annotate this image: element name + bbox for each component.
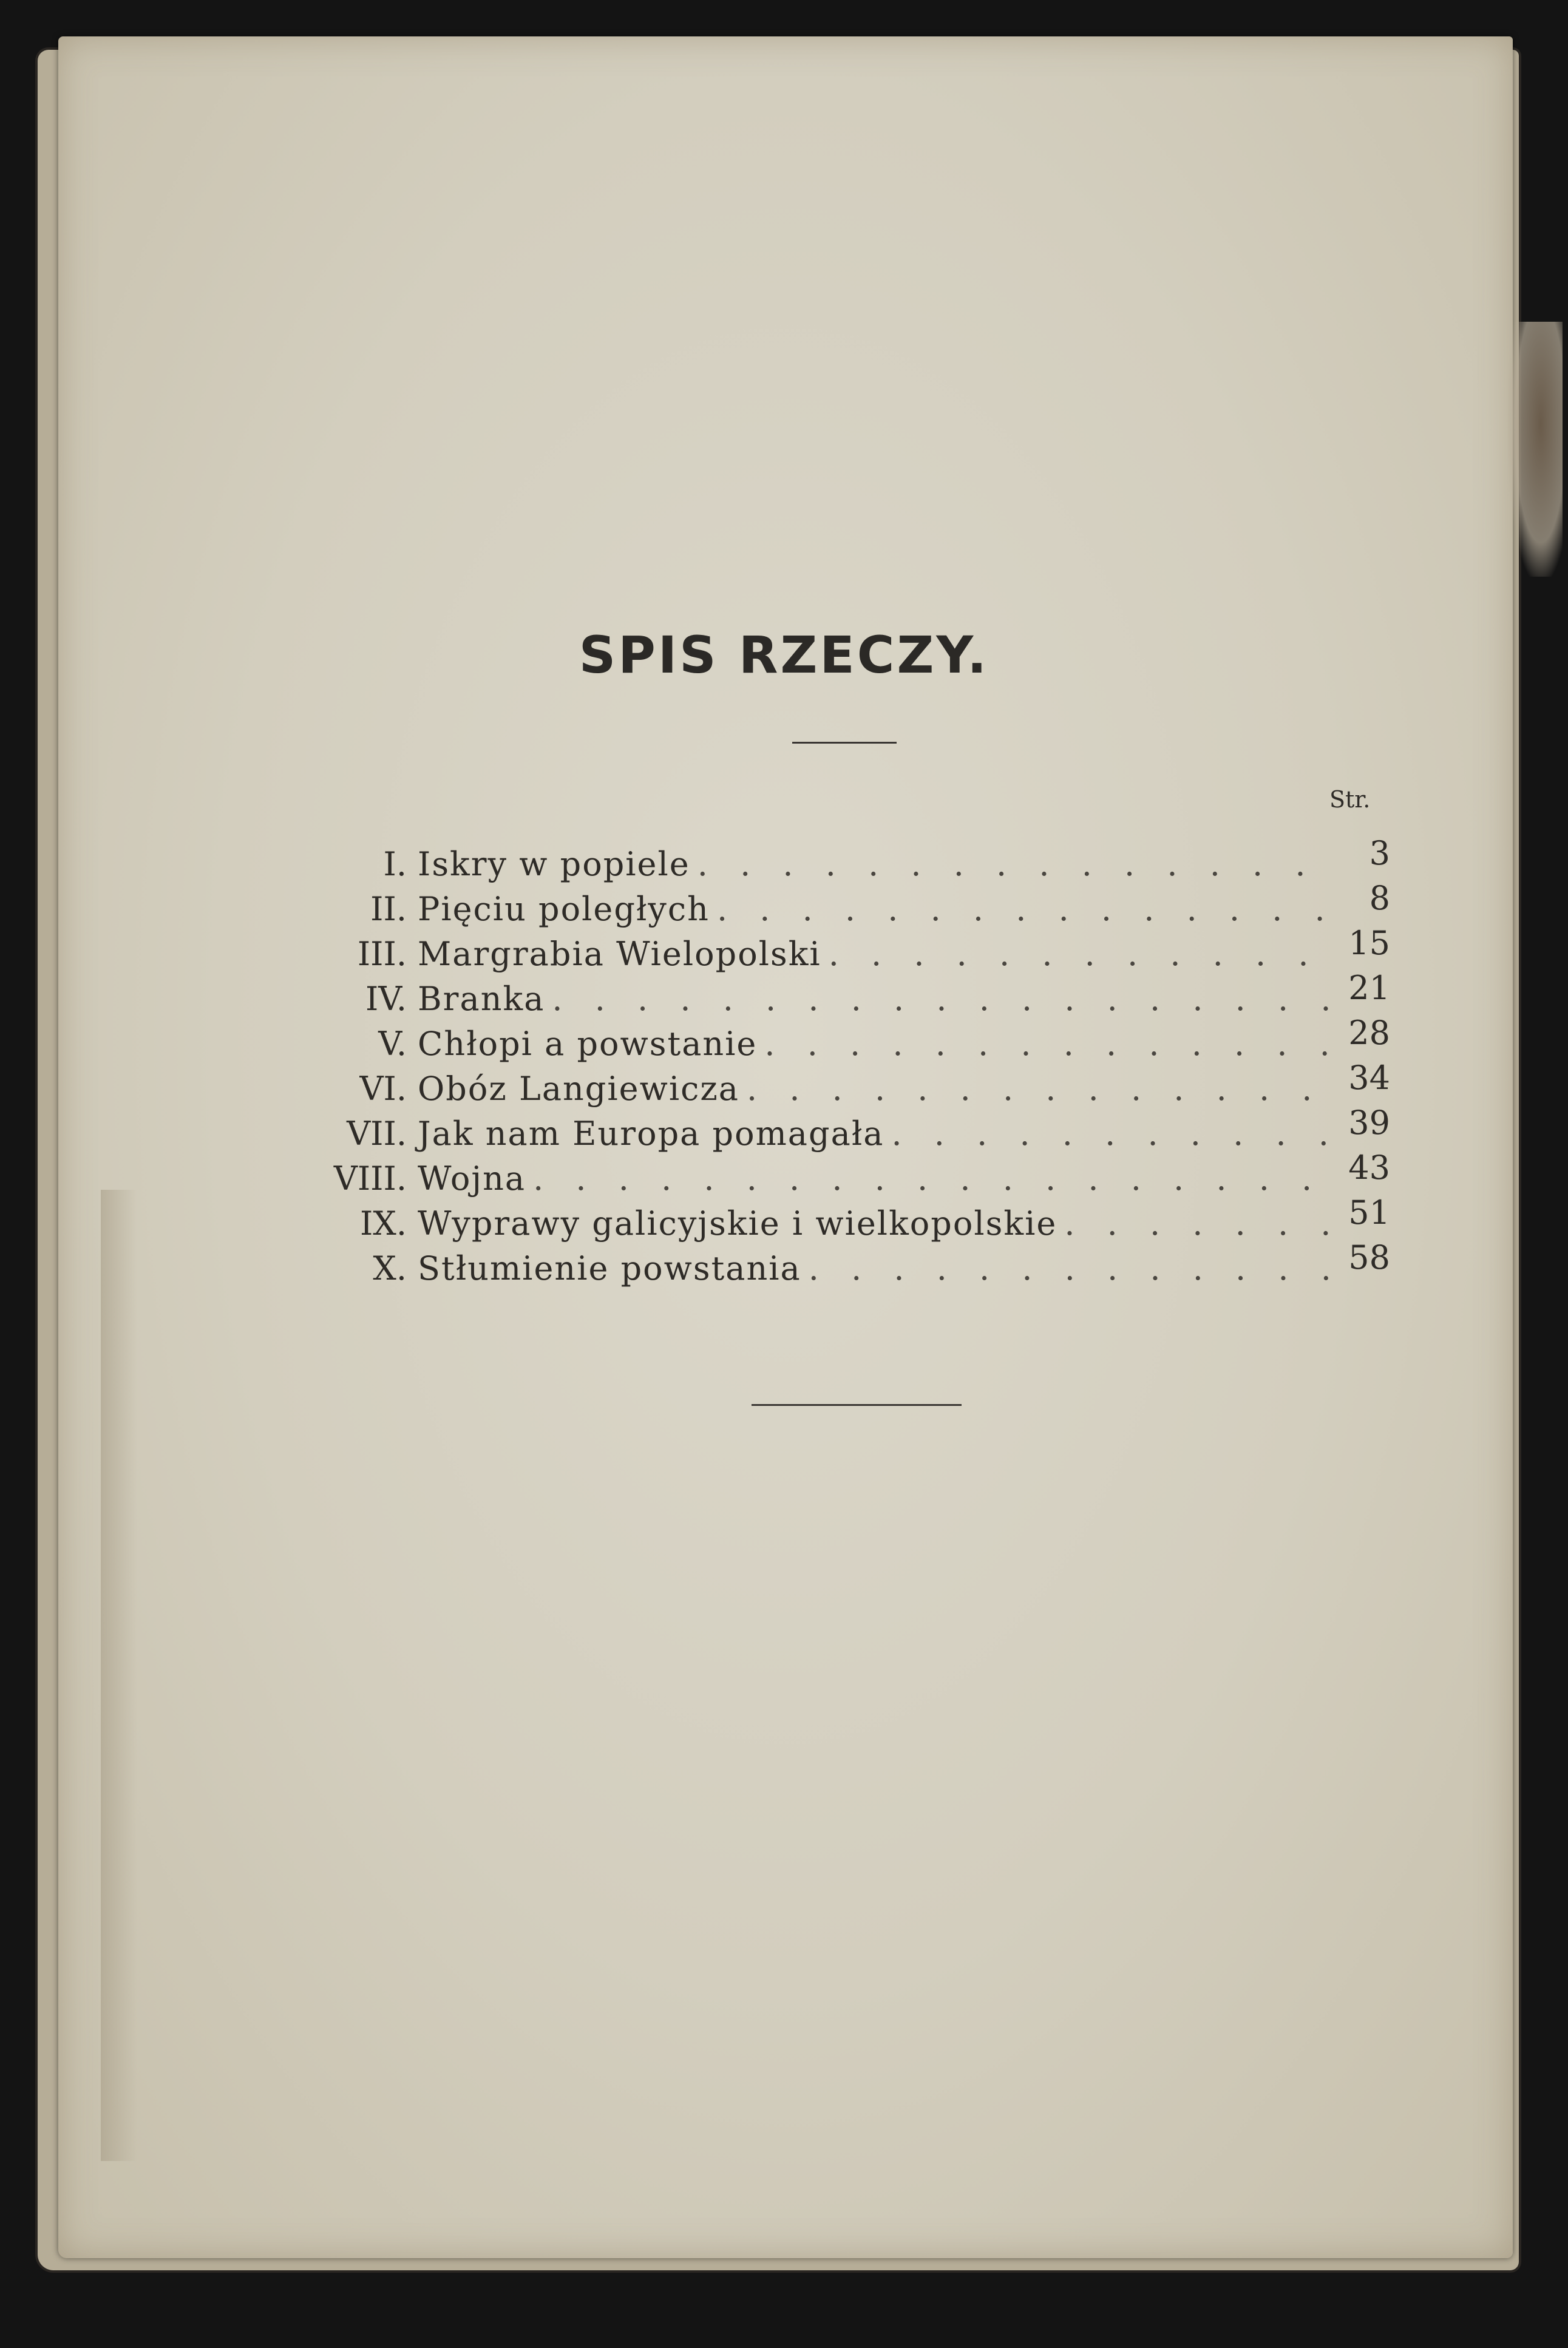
title-divider — [792, 742, 897, 744]
closing-divider — [752, 1404, 962, 1406]
toc-entry-title: Chłopi a powstanie — [418, 1025, 758, 1063]
paper-stain — [1508, 322, 1563, 577]
toc-entry — [316, 969, 1390, 1025]
toc-entry — [316, 1059, 1390, 1115]
leader-dots — [829, 935, 1328, 973]
toc-entry-page: 28 — [1348, 1014, 1390, 1052]
leader-dots — [809, 1249, 1328, 1288]
toc-entry-number: VII. — [347, 1115, 407, 1153]
toc-entry — [316, 1149, 1390, 1204]
toc-entry — [316, 1014, 1390, 1070]
toc-entry-title: Iskry w popiele — [418, 845, 690, 883]
toc-entry-title: Wyprawy galicyjskie i wielkopolskie — [418, 1204, 1057, 1243]
toc-entry-page: 3 — [1369, 834, 1390, 872]
toc-entry — [316, 1238, 1390, 1294]
table-of-contents — [316, 834, 1390, 1294]
toc-entry — [316, 879, 1390, 935]
toc-entry-number: VI. — [359, 1070, 407, 1108]
leader-dots — [764, 1025, 1328, 1063]
toc-entry-page: 39 — [1348, 1104, 1390, 1142]
toc-entry-page: 21 — [1348, 969, 1390, 1007]
toc-entry-title: Margrabia Wielopolski — [418, 935, 821, 973]
toc-entry — [316, 1193, 1390, 1249]
toc-entry-title: Wojna — [418, 1159, 526, 1198]
leader-dots — [747, 1070, 1328, 1108]
page-title: SPIS RZECZY. — [579, 625, 989, 685]
toc-entry-number: VIII. — [333, 1159, 407, 1198]
toc-entry — [316, 1104, 1390, 1159]
leader-dots — [552, 980, 1328, 1018]
toc-entry-page: 15 — [1348, 924, 1390, 962]
toc-entry-number: IX. — [360, 1204, 407, 1243]
worn-edge — [101, 1190, 137, 2161]
leader-dots — [533, 1159, 1328, 1198]
toc-entry-number: I. — [383, 845, 407, 883]
leader-dots — [1064, 1204, 1328, 1243]
toc-entry-number: V. — [378, 1025, 407, 1063]
toc-entry-page: 51 — [1348, 1193, 1390, 1232]
toc-entry-page: 34 — [1348, 1059, 1390, 1097]
leader-dots — [717, 890, 1328, 928]
page-column-label: Str. — [1329, 786, 1371, 813]
toc-entry-page: 43 — [1348, 1149, 1390, 1187]
toc-entry — [316, 834, 1390, 890]
toc-entry-title: Stłumienie powstania — [418, 1249, 801, 1288]
leader-dots — [697, 845, 1328, 883]
toc-entry-title: Jak nam Europa pomagała — [418, 1115, 884, 1153]
toc-entry-page: 58 — [1348, 1238, 1390, 1277]
leader-dots — [891, 1115, 1328, 1153]
toc-entry-number: III. — [357, 935, 407, 973]
toc-entry-title: Obóz Langiewicza — [418, 1070, 739, 1108]
toc-entry-title: Branka — [418, 980, 545, 1018]
toc-entry-number: X. — [373, 1249, 407, 1288]
toc-entry-number: IV. — [365, 980, 407, 1018]
toc-entry-page: 8 — [1369, 879, 1390, 917]
toc-entry-title: Pięciu poległych — [418, 890, 710, 928]
toc-entry — [316, 924, 1390, 980]
toc-entry-number: II. — [370, 890, 407, 928]
